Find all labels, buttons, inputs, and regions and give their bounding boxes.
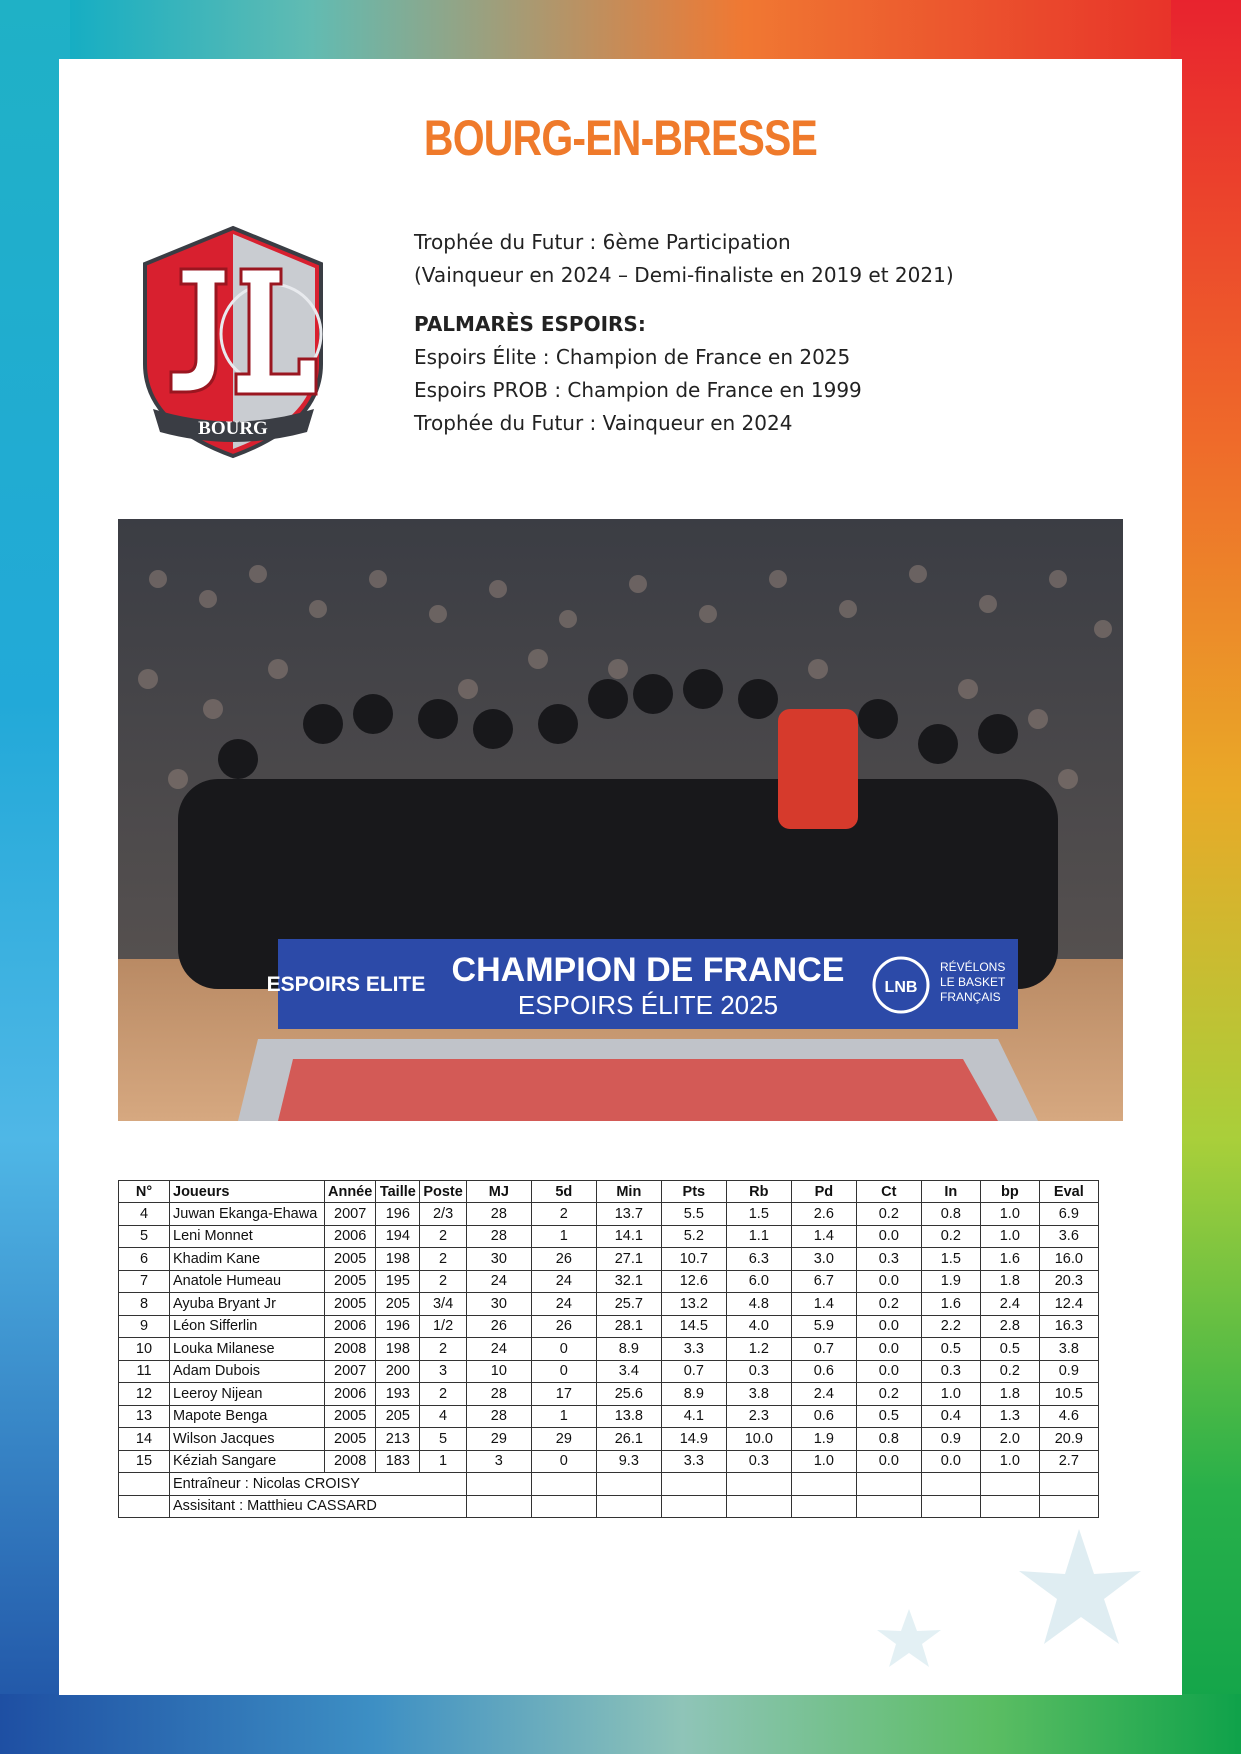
- table-cell: 0.9: [921, 1428, 980, 1451]
- table-cell: 10.0: [726, 1428, 791, 1451]
- table-cell: 4: [119, 1203, 170, 1226]
- table-cell: 3.0: [791, 1248, 856, 1271]
- table-cell: 198: [376, 1248, 420, 1271]
- table-cell: Leni Monnet: [170, 1225, 325, 1248]
- table-cell: Anatole Humeau: [170, 1270, 325, 1293]
- table-cell: 0.3: [921, 1360, 980, 1383]
- table-cell: 1.2: [726, 1338, 791, 1361]
- stats-table-body: [119, 1203, 1099, 1518]
- table-cell: 1.5: [726, 1203, 791, 1226]
- table-cell: [856, 1495, 921, 1518]
- banner-slogan: RÉVÉLONS: [940, 960, 1006, 974]
- banner-sub-text: ESPOIRS ÉLITE 2025: [517, 990, 779, 1020]
- table-cell: [1039, 1495, 1098, 1518]
- table-row: [119, 1225, 1099, 1248]
- table-cell: 1.8: [980, 1270, 1039, 1293]
- table-cell: 1: [531, 1225, 596, 1248]
- table-cell: 2.6: [791, 1203, 856, 1226]
- table-cell: 0: [531, 1450, 596, 1473]
- column-header: Taille: [376, 1181, 420, 1203]
- table-cell: 10.7: [661, 1248, 726, 1271]
- column-header: Eval: [1039, 1181, 1098, 1203]
- table-cell: 26.1: [596, 1428, 661, 1451]
- table-cell: 6.0: [726, 1270, 791, 1293]
- table-cell: 15: [119, 1450, 170, 1473]
- table-cell: 5.9: [791, 1315, 856, 1338]
- table-cell: 1.1: [726, 1225, 791, 1248]
- table-cell: 24: [466, 1338, 531, 1361]
- table-cell: 2006: [325, 1225, 376, 1248]
- table-cell: 4.8: [726, 1293, 791, 1316]
- table-cell: 0.9: [1039, 1360, 1098, 1383]
- table-cell: [726, 1495, 791, 1518]
- table-cell: [466, 1495, 531, 1518]
- table-cell: 1.3: [980, 1405, 1039, 1428]
- table-cell: 8: [119, 1293, 170, 1316]
- table-cell: 30: [466, 1248, 531, 1271]
- column-header: bp: [980, 1181, 1039, 1203]
- table-cell: 1.4: [791, 1225, 856, 1248]
- table-cell: 2: [420, 1383, 467, 1406]
- table-cell: 1.8: [980, 1383, 1039, 1406]
- table-cell: Ayuba Bryant Jr: [170, 1293, 325, 1316]
- table-cell: 13.7: [596, 1203, 661, 1226]
- table-cell: 3/4: [420, 1293, 467, 1316]
- column-header: MJ: [466, 1181, 531, 1203]
- table-cell: 1.6: [980, 1248, 1039, 1271]
- table-cell: 2.7: [1039, 1450, 1098, 1473]
- history-line: (Vainqueur en 2024 – Demi-finaliste en 2019 et 2021): [414, 263, 954, 287]
- frame-bottom-edge: [0, 1694, 1241, 1754]
- table-cell: 1.6: [921, 1293, 980, 1316]
- table-cell: 1.0: [921, 1383, 980, 1406]
- table-cell: 10: [119, 1338, 170, 1361]
- table-row: [119, 1315, 1099, 1338]
- table-cell: 0.6: [791, 1360, 856, 1383]
- table-cell: 14: [119, 1428, 170, 1451]
- team-photo: [118, 519, 1123, 1121]
- banner-slogan: FRANÇAIS: [940, 990, 1001, 1004]
- table-cell: 2008: [325, 1450, 376, 1473]
- column-header: Pts: [661, 1181, 726, 1203]
- table-cell: 2.4: [980, 1293, 1039, 1316]
- palmares-item: Trophée du Futur : Vainqueur en 2024: [414, 411, 793, 435]
- table-cell: 0.5: [856, 1405, 921, 1428]
- table-cell: 12.4: [1039, 1293, 1098, 1316]
- table-cell: 0.0: [856, 1450, 921, 1473]
- table-cell: Leeroy Nijean: [170, 1383, 325, 1406]
- table-cell: 0.5: [921, 1338, 980, 1361]
- table-cell: 2: [420, 1248, 467, 1271]
- table-cell: 0.2: [980, 1360, 1039, 1383]
- table-cell: 10.5: [1039, 1383, 1098, 1406]
- table-cell: 198: [376, 1338, 420, 1361]
- table-cell: 2005: [325, 1405, 376, 1428]
- palmares-title: PALMARÈS ESPOIRS:: [414, 312, 646, 336]
- table-cell: 0.0: [856, 1270, 921, 1293]
- table-cell: 0.2: [921, 1225, 980, 1248]
- table-cell: 28: [466, 1383, 531, 1406]
- table-cell: 29: [531, 1428, 596, 1451]
- table-cell: 3.4: [596, 1360, 661, 1383]
- staff-row: [119, 1495, 1099, 1518]
- table-cell: 4.6: [1039, 1405, 1098, 1428]
- table-cell: 0.2: [856, 1293, 921, 1316]
- table-row: [119, 1428, 1099, 1451]
- table-cell: 2006: [325, 1315, 376, 1338]
- table-cell: 2008: [325, 1338, 376, 1361]
- table-cell: 0.3: [856, 1248, 921, 1271]
- table-cell: 13: [119, 1405, 170, 1428]
- table-cell: 12.6: [661, 1270, 726, 1293]
- table-cell: 5.2: [661, 1225, 726, 1248]
- table-cell: 2.8: [980, 1315, 1039, 1338]
- table-cell: 5: [119, 1225, 170, 1248]
- table-cell: 0.0: [856, 1315, 921, 1338]
- table-row: [119, 1405, 1099, 1428]
- table-cell: 17: [531, 1383, 596, 1406]
- table-row: [119, 1293, 1099, 1316]
- column-header: Pd: [791, 1181, 856, 1203]
- table-cell: 0: [531, 1360, 596, 1383]
- club-logo: [131, 224, 336, 459]
- banner-slogan: LE BASKET: [940, 975, 1006, 989]
- column-header: N°: [119, 1181, 170, 1203]
- column-header: 5d: [531, 1181, 596, 1203]
- table-cell: 1: [420, 1450, 467, 1473]
- table-cell: 3: [466, 1450, 531, 1473]
- table-cell: 1/2: [420, 1315, 467, 1338]
- column-header: Poste: [420, 1181, 467, 1203]
- table-cell: [791, 1495, 856, 1518]
- table-cell: 28: [466, 1225, 531, 1248]
- column-header: Année: [325, 1181, 376, 1203]
- table-cell: 193: [376, 1383, 420, 1406]
- table-cell: 0.0: [856, 1225, 921, 1248]
- table-row: [119, 1450, 1099, 1473]
- lnb-logo-text: LNB: [884, 979, 918, 996]
- table-cell: 24: [466, 1270, 531, 1293]
- table-cell: 213: [376, 1428, 420, 1451]
- table-cell: 2: [420, 1270, 467, 1293]
- table-cell: 0.4: [921, 1405, 980, 1428]
- table-cell: [980, 1473, 1039, 1496]
- table-cell: 1.9: [791, 1428, 856, 1451]
- table-cell: [466, 1473, 531, 1496]
- table-cell: 1.9: [921, 1270, 980, 1293]
- table-row: [119, 1360, 1099, 1383]
- table-cell: 2.3: [726, 1405, 791, 1428]
- team-info: [414, 226, 954, 440]
- table-cell: 0.7: [791, 1338, 856, 1361]
- table-cell: [921, 1495, 980, 1518]
- table-cell: 24: [531, 1270, 596, 1293]
- table-cell: 0.2: [856, 1383, 921, 1406]
- table-cell: 26: [531, 1248, 596, 1271]
- table-cell: [921, 1473, 980, 1496]
- table-cell: 3: [420, 1360, 467, 1383]
- table-cell: 14.1: [596, 1225, 661, 1248]
- table-cell: [980, 1495, 1039, 1518]
- table-cell: [119, 1473, 170, 1496]
- table-row: [119, 1338, 1099, 1361]
- table-cell: 10: [466, 1360, 531, 1383]
- table-cell: Léon Sifferlin: [170, 1315, 325, 1338]
- table-cell: 3.6: [1039, 1225, 1098, 1248]
- table-cell: 13.2: [661, 1293, 726, 1316]
- table-cell: 196: [376, 1315, 420, 1338]
- table-cell: Adam Dubois: [170, 1360, 325, 1383]
- table-cell: 2007: [325, 1360, 376, 1383]
- page-title: BOURG-EN-BRESSE: [423, 110, 818, 166]
- table-cell: 6.7: [791, 1270, 856, 1293]
- column-header: Joueurs: [170, 1181, 325, 1203]
- table-cell: 2: [420, 1225, 467, 1248]
- table-cell: Wilson Jacques: [170, 1428, 325, 1451]
- logo-banner-text: BOURG: [198, 418, 268, 439]
- table-cell: Louka Milanese: [170, 1338, 325, 1361]
- table-cell: 9: [119, 1315, 170, 1338]
- table-cell: 0.7: [661, 1360, 726, 1383]
- table-cell: 14.5: [661, 1315, 726, 1338]
- column-header: Min: [596, 1181, 661, 1203]
- table-cell: 25.6: [596, 1383, 661, 1406]
- table-cell: 2005: [325, 1293, 376, 1316]
- table-cell: 26: [531, 1315, 596, 1338]
- table-cell: 183: [376, 1450, 420, 1473]
- table-cell: 1.0: [980, 1450, 1039, 1473]
- table-cell: 2: [420, 1338, 467, 1361]
- table-cell: 6.3: [726, 1248, 791, 1271]
- table-cell: 2006: [325, 1383, 376, 1406]
- table-cell: [119, 1495, 170, 1518]
- column-header: Rb: [726, 1181, 791, 1203]
- table-cell: 0.2: [856, 1203, 921, 1226]
- coach-name: Entraîneur : Nicolas CROISY: [170, 1473, 467, 1496]
- table-cell: 8.9: [661, 1383, 726, 1406]
- table-cell: 8.9: [596, 1338, 661, 1361]
- assistant-name: Assisitant : Matthieu CASSARD: [170, 1495, 467, 1518]
- table-cell: 1.5: [921, 1248, 980, 1271]
- table-cell: 13.8: [596, 1405, 661, 1428]
- table-cell: 2/3: [420, 1203, 467, 1226]
- table-cell: 12: [119, 1383, 170, 1406]
- table-cell: 1.0: [980, 1225, 1039, 1248]
- table-cell: 1.4: [791, 1293, 856, 1316]
- table-cell: [856, 1473, 921, 1496]
- table-row: [119, 1203, 1099, 1226]
- column-header: Ct: [856, 1181, 921, 1203]
- table-cell: 20.3: [1039, 1270, 1098, 1293]
- decorative-stars: [849, 1529, 1179, 1699]
- table-cell: 3.8: [726, 1383, 791, 1406]
- table-cell: 4: [420, 1405, 467, 1428]
- table-cell: 2005: [325, 1248, 376, 1271]
- table-cell: 205: [376, 1293, 420, 1316]
- table-row: [119, 1270, 1099, 1293]
- table-cell: 1: [531, 1405, 596, 1428]
- palmares-item: Espoirs PROB : Champion de France en 1999: [414, 378, 862, 402]
- palmares-item: Espoirs Élite : Champion de France en 2025: [414, 345, 851, 369]
- staff-row: [119, 1473, 1099, 1496]
- table-cell: 1.0: [980, 1203, 1039, 1226]
- table-cell: 5.5: [661, 1203, 726, 1226]
- table-cell: 2005: [325, 1428, 376, 1451]
- table-cell: 32.1: [596, 1270, 661, 1293]
- table-cell: 11: [119, 1360, 170, 1383]
- table-cell: [661, 1495, 726, 1518]
- table-cell: 16.3: [1039, 1315, 1098, 1338]
- table-header-row: [119, 1181, 1099, 1203]
- table-row: [119, 1248, 1099, 1271]
- table-cell: 2.2: [921, 1315, 980, 1338]
- table-cell: 205: [376, 1405, 420, 1428]
- table-cell: 6.9: [1039, 1203, 1098, 1226]
- table-cell: 0.0: [856, 1338, 921, 1361]
- table-cell: 20.9: [1039, 1428, 1098, 1451]
- table-cell: 1.0: [791, 1450, 856, 1473]
- table-cell: Mapote Benga: [170, 1405, 325, 1428]
- table-cell: Khadim Kane: [170, 1248, 325, 1271]
- table-cell: 4.1: [661, 1405, 726, 1428]
- participation-line: Trophée du Futur : 6ème Participation: [414, 230, 791, 254]
- table-cell: [726, 1473, 791, 1496]
- table-cell: 9.3: [596, 1450, 661, 1473]
- table-cell: [596, 1495, 661, 1518]
- table-cell: 0.5: [980, 1338, 1039, 1361]
- stats-table: [118, 1180, 1099, 1518]
- table-cell: Kéziah Sangare: [170, 1450, 325, 1473]
- table-cell: 28: [466, 1203, 531, 1226]
- table-cell: 195: [376, 1270, 420, 1293]
- table-cell: 25.7: [596, 1293, 661, 1316]
- table-cell: 0.3: [726, 1360, 791, 1383]
- table-cell: 2.0: [980, 1428, 1039, 1451]
- table-cell: [596, 1473, 661, 1496]
- table-cell: 0: [531, 1338, 596, 1361]
- table-cell: 0.3: [726, 1450, 791, 1473]
- banner-main-text: CHAMPION DE FRANCE: [451, 951, 845, 989]
- table-cell: 6: [119, 1248, 170, 1271]
- table-cell: 2007: [325, 1203, 376, 1226]
- table-cell: 5: [420, 1428, 467, 1451]
- table-cell: [791, 1473, 856, 1496]
- document-page: [59, 59, 1182, 1695]
- table-cell: 26: [466, 1315, 531, 1338]
- table-row: [119, 1383, 1099, 1406]
- table-cell: 4.0: [726, 1315, 791, 1338]
- banner-left-text: ESPOIRS ELITE: [266, 973, 426, 996]
- table-cell: 2.4: [791, 1383, 856, 1406]
- table-cell: 0.8: [921, 1203, 980, 1226]
- table-cell: [661, 1473, 726, 1496]
- table-cell: 27.1: [596, 1248, 661, 1271]
- table-cell: 28: [466, 1405, 531, 1428]
- table-cell: 7: [119, 1270, 170, 1293]
- table-cell: 196: [376, 1203, 420, 1226]
- table-cell: 0.6: [791, 1405, 856, 1428]
- table-cell: 24: [531, 1293, 596, 1316]
- table-cell: [531, 1473, 596, 1496]
- column-header: In: [921, 1181, 980, 1203]
- table-cell: 14.9: [661, 1428, 726, 1451]
- table-cell: 28.1: [596, 1315, 661, 1338]
- table-cell: 2005: [325, 1270, 376, 1293]
- table-cell: 3.3: [661, 1338, 726, 1361]
- table-cell: Juwan Ekanga-Ehawa: [170, 1203, 325, 1226]
- table-cell: 29: [466, 1428, 531, 1451]
- table-cell: 3.3: [661, 1450, 726, 1473]
- table-cell: [531, 1495, 596, 1518]
- table-cell: 194: [376, 1225, 420, 1248]
- table-cell: 0.8: [856, 1428, 921, 1451]
- table-cell: 200: [376, 1360, 420, 1383]
- table-cell: 2: [531, 1203, 596, 1226]
- table-cell: [1039, 1473, 1098, 1496]
- table-cell: 0.0: [856, 1360, 921, 1383]
- table-cell: 30: [466, 1293, 531, 1316]
- table-cell: 0.0: [921, 1450, 980, 1473]
- table-cell: 3.8: [1039, 1338, 1098, 1361]
- table-cell: 16.0: [1039, 1248, 1098, 1271]
